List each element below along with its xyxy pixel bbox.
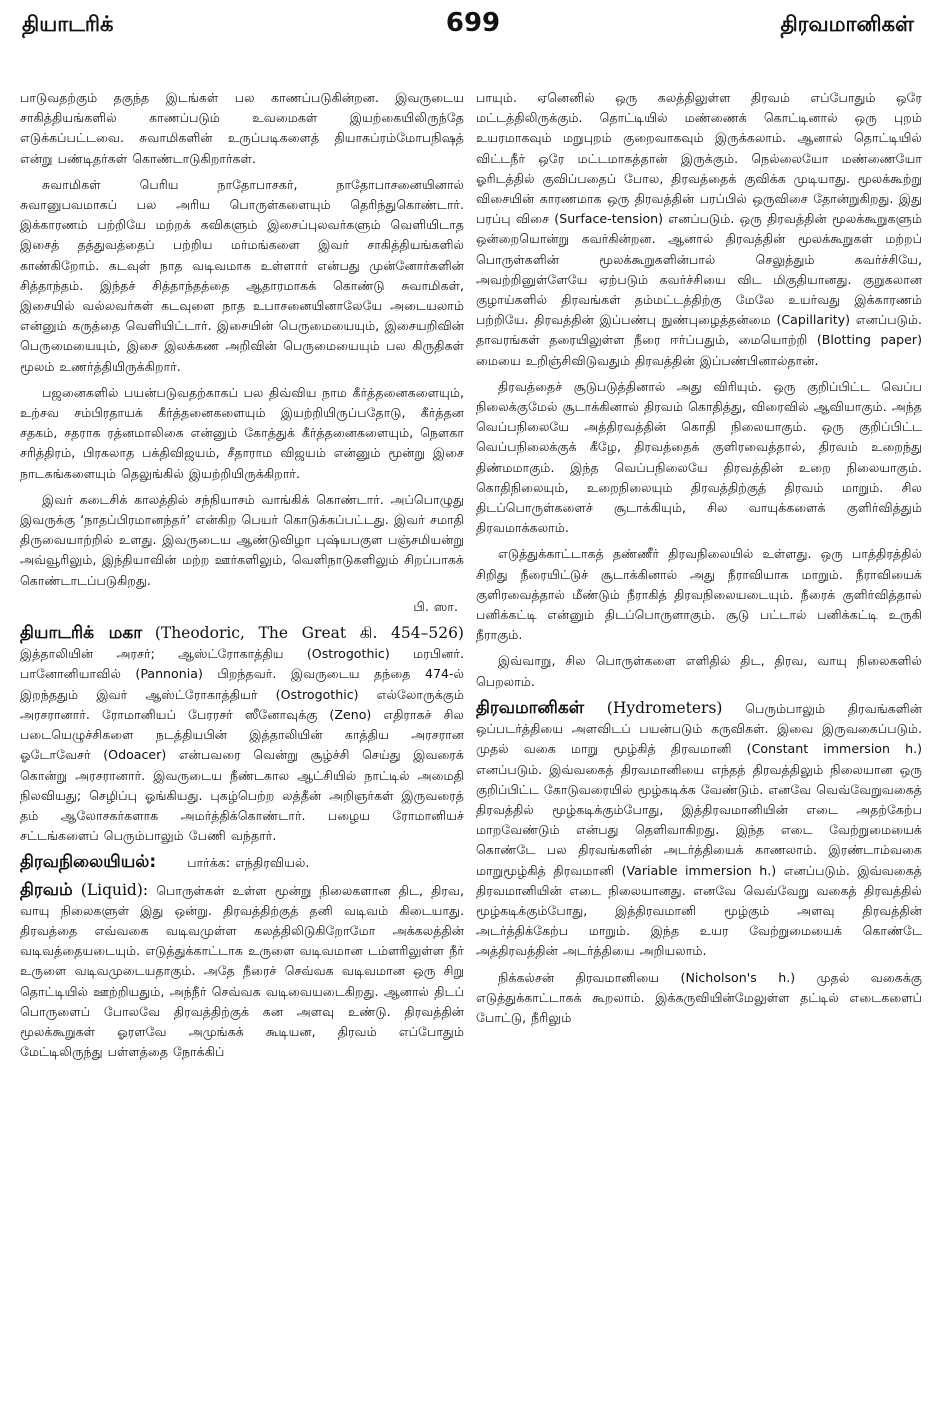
entry-latin-name: (Hydrometers) <box>606 698 723 717</box>
paragraph: பாயும். ஏனெனில் ஒரு கலத்திலுள்ள திரவம் எப்போதும் ஒரே மட்டத்திலிருக்கும். தொட்டியில் மண்ணைக் கொட்டினால் ஒரு புறம் உயரமாகவும் மறுபுறம் குறைவாகவும் இருக்கலாம். ஆனால் தொட்டியில் விட்டநீர் ஒரே மட்டமாகத்தான் இருக்கும். நெல்லையோ மண்ணையோ ஓரிடத்தில் குவிப்பதைப் போல, திரவத்தைக் குவிக்க முடியாது. மூலக்கூற்று விசையின் காரணமாக ஒரு திரவத்தின் பரப்பில் ஒருவிசை தோன்றுகிறது. இது பரப்பு விசை (Surface-tension) எனப்படும். ஒரு திரவத்தின் மூலக்கூறுகளும் ஒன்றையொன்று கவர்கின்றன. ஆனால் திரவத்தின் மூலக்கூறுகள் மற்றப் பொருள்களின் மூலக்கூறுகளின்பால் செலுத்தும் கவர்ச்சியே, அவற்றினுள்ளேயே ஏற்படும் கவர்ச்சியை விட மிகுதியானது. குறுகலான குழாய்களில் திரவங்கள் தம்மட்டத்திற்கு மேலே உயர்வது இக்காரணம் பற்றியே. திரவத்தின் இப்பண்பு நுண்புழைத்தன்மை (Capillarity) எனப்படும். தாவரங்கள் தரையிலுள்ள நீரை ஈர்ப்பதும், மையொற்றி (Blotting paper) மையை உறிஞ்சிவிடுவதும் திரவத்தின் இப்பண்பினால்தான். <box>476 90 922 368</box>
page-number: 699 <box>445 8 501 38</box>
left-column <box>20 88 464 1413</box>
author-initials: பி. ஸா. <box>413 598 458 614</box>
entry-hydrometers <box>476 698 922 962</box>
entry-title: தியாடரிக் மகா <box>20 623 143 644</box>
paragraph: இவ்வாறு, சில பொருள்களை எளிதில் திட, திரவ, வாயு நிலைகளில் பெறலாம். <box>476 653 922 689</box>
entry-text: பொருள்கள் உள்ள மூன்று நிலைகளான திட, திரவ, வாயு நிலைகளுள் இது ஒன்று. திரவத்திற்குத் தனி வடிவம் கிடையாது. திரவத்தை எவ்வகை வடிவமுள்ள கலத்திலிடுகிறோமோ அக்கலத்தின் வடிவத்தையடையும். எடுத்துக்காட்டாக உருளை வடிவமான டம்ளரிலுள்ள நீர் உருளை வடிவமுடையதாகும். அதே நீரைச் செவ்வக வடிவமான ஒரு சிறு தொட்டியில் ஊற்றியதும், அந்நீர் செவ்வக வடிவையடைகிறது. ஆனால் திடப் பொருளைப் போலவே திரவத்திற்குக் கன அளவு உண்டு. திரவத்தின் மூலக்கூறுகள் ஓரளவே அமுங்கக் கூடியன, திரவம் எப்போதும் மேட்டிலிருந்து பள்ளத்தை நோக்கிப் <box>20 882 464 1060</box>
page-header <box>18 8 922 48</box>
paragraph: சுவாமிகள் பெரிய நாதோபாசகர், நாதோபாசனையினால் சுவானுபவமாகப் பல அரிய பொருள்களையும் தெரிந்துகொண்டார். இக்காரணம் பற்றியே மற்றக் கவிகளும் இசைப்புலவர்களும் வெளியிடாத இசைத் தத்துவத்தைப் பற்றிய மர்மங்களை இவர் சாகித்தியங்களில் காண்கிறோம். கடவுள் நாத வடிவமாக உள்ளார் என்பது முன்னோர்களின் சித்தாந்தம். இந்தச் சித்தாந்தத்தை ஆதாரமாகக் கொண்டு சுவாமிகள், இசையில் வல்லவர்கள் கடவுளை நாத உபாசனையினாலேயே அடையலாம் என்னும் கருத்தை வெளியிட்டார். இசையின் பெருமையையும், இசையறிவின் பெருமையையும், இசை இலக்கண அறிவின் பெருமையையும் பல கிருதிகள் மூலம் உணர்த்தியிருக்கிறார். <box>20 176 464 374</box>
entry-title: திரவம் <box>20 879 73 900</box>
right-column <box>476 88 922 1413</box>
entry-text: பெரும்பாலும் திரவங்களின் ஒப்படர்த்தியை அளவிடப் பயன்படும் கருவிகள். இவை இருவகைப்படும். முதல் வகை மாறு மூழ்கித் திரவமானி (Constant immersion h.) எனப்படும். இவ்வகைத் திரவமானியை எந்தத் திரவத்திலும் நிலையான ஒரு குறிப்பிட்ட கோடுவரையில் மூழ்கடிக்க வேண்டும். எனவே வெவ்வேறுவகைத் திரவத்தில் மூழ்கடிக்கும்போது, இத்திரவமானியின் எடை அதற்கேற்ப மாறவேண்டும் என்பது தெளிவாகிறது. இந்த எடை வேற்றுமையைக் கொண்டே பல திரவங்களின் அடர்த்தியைக் காணலாம். இரண்டாம்வகை மாறுமூழ்கித் திரவமானி (Variable immersion h.) எனப்படும். இவ்வகைத் திரவமானியின் எடை நிலையானது. எனவே வெவ்வேறு வகைத் திரவத்தில் மூழ்கடிக்கும்போது, இத்திரவமானி மூழ்கும் அளவு திரவத்தின் அடர்த்திக்கேற்ப மாறும். இந்த உயர வேற்றுமையைக் கொண்டே அத்திரவத்தின் அடர்த்தியை அறியலாம். <box>476 700 922 959</box>
entry-text: இத்தாலியின் அரசர்; ஆஸ்ட்ரோகாத்திய (Ostrogothic) மரபினர். பானோனியாவில் (Pannonia) பிறந்தவர். இவருடைய தந்தை 474-ல் இறந்ததும் இவர் ஆஸ்ட்ரோகாத்தியர் (Ostrogothic) எல்லோருக்கும் அரசரானார். ரோமானியப் பேரரசர் ஸீனோவுக்கு (Zeno) எதிராகச் சில படையெழுச்சிகளை நடத்தியபின் இத்தாலியின் காத்திய அரசரான ஓடோவேசர் (Odoacer) என்பவரை வென்று சூழ்ச்சி செய்து இவரைக் கொன்று அரசரானார். இவருடைய நீண்டகால ஆட்சியில் நாட்டில் அமைதி நிலவியது; செழிப்பு ஓங்கியது. புகழ்பெற்ற லத்தீன் அறிஞர்கள் இருவரைத் தம் ஆலோசகர்களாக அமர்த்திக்கொண்டார். பழைய ரோமானியச் சட்டங்களைப் பெரும்பாலும் பேணி வந்தார். <box>20 646 464 844</box>
paragraph: திரவத்தைச் சூடுபடுத்தினால் அது விரியும். ஒரு குறிப்பிட்ட வெப்ப நிலைக்குமேல் சூடாக்கினால் திரவம் கொதித்து, விரைவில் ஆவியாகும். அந்த வெப்பநிலையே அத்திரவத்தின் கொதி நிலையாகும். ஒரு குறிப்பிட்ட வெப்பநிலைக்குக் கீழே, திரவத்தைக் குளிரவைத்தால், திரவம் உறைந்து திண்மமாகும். இந்த வெப்பநிலையே திரவத்தின் உறை நிலையாகும். கொதிநிலையும், உறைநிலையும் திரவத்திற்குத் திரவம் மாறும். சில திடப்பொருள்களைச் சூடாக்கியும், சில வாயுக்களைக் குளிர்வித்தும் திரவமாக்கலாம். <box>476 378 922 536</box>
entry-fluid-statics <box>20 852 464 873</box>
cross-reference: பார்க்க: எந்திரவியல். <box>187 855 310 871</box>
paragraph: நிக்கல்சன் திரவமானியை (Nicholson's h.) முதல் வகைக்கு எடுத்துக்காட்டாகக் கூறலாம். இக்கருவியின்மேலுள்ள தட்டில் எடைகளைப் போட்டு, நீரிலும் <box>476 969 922 1025</box>
running-head-left: தியாடரிக் <box>22 12 114 36</box>
entry-liquid <box>20 880 464 1063</box>
paragraph: பாடுவதற்கும் தகுந்த இடங்கள் பல காணப்படுகின்றன. இவருடைய சாகித்தியங்களில் காணப்படும் உவமைகள் இயற்கையிலிருந்தே எடுக்கப்பட்டவை. சுவாமிகளின் உருப்படிகளைத் தியாகப்ரம்மோபநிஷத் என்று பண்டிதர்கள் கொண்டாடுகிறார்கள். <box>20 90 464 166</box>
entry-latin-name: (Liquid): <box>80 880 149 899</box>
entry-latin-name: (Theodoric, The Great கி. 454–526) <box>154 624 464 643</box>
entry-title: திரவமானிகள் <box>476 697 585 718</box>
paragraph: எடுத்துக்காட்டாகத் தண்ணீர் திரவநிலையில் உள்ளது. ஒரு பாத்திரத்தில் சிறிது நீரையிட்டுச் சூடாக்கினால் அது நீராவியாக மாறும். நீராவியைக் குளிரவைத்தால் மீண்டும் நீராகித் திரவநிலையடையும். நீரைக் குளிர்வித்தால் பனிக்கட்டி என்னும் திடப்பொருளாகும். சூடு பட்டால் பனிக்கட்டி உருகி நீராகும். <box>476 546 922 643</box>
paragraph: இவர் கடைசிக் காலத்தில் சந்நியாசம் வாங்கிக் கொண்டார். அப்பொழுது இவருக்கு ‘நாதப்பிரமானந்தர்’ என்கிற பெயர் கொடுக்கப்பட்டது. இவர் சமாதி திருவையாற்றில் உளது. இவருடைய ஆண்டுவிழா புஷ்யபகுள பஞ்சமியன்று அவ்வூரிலும், இந்தியாவின் மற்ற ஊர்களிலும், வெளிநாடுகளிலும் சிறப்பாகக் கொண்டாடப்படுகிறது. <box>20 491 464 588</box>
author-signature-line <box>20 597 464 617</box>
entry-title: திரவநிலையியல்: <box>20 852 157 873</box>
paragraph: பஜனைகளில் பயன்படுவதற்காகப் பல திவ்விய நாம கீர்த்தனைகளையும், உற்சவ சம்பிரதாயக் கீர்த்தனைகளையும் இயற்றியிருப்பதோடு, கீர்த்தன சதகம், சதராக ரத்னமாலிகை என்னும் கோத்துக் கீர்த்தனைகளையும், நௌகா சரித்திரம், பிரகலாத பக்திவிஜயம், சீதாராம விஜயம் என்னும் மூன்று இசை நாடகங்களையும் தெலுங்கில் இயற்றியிருக்கிறார். <box>20 384 464 481</box>
running-head-right: திரவமானிகள் <box>780 12 914 36</box>
entry-theodoric <box>20 623 464 846</box>
